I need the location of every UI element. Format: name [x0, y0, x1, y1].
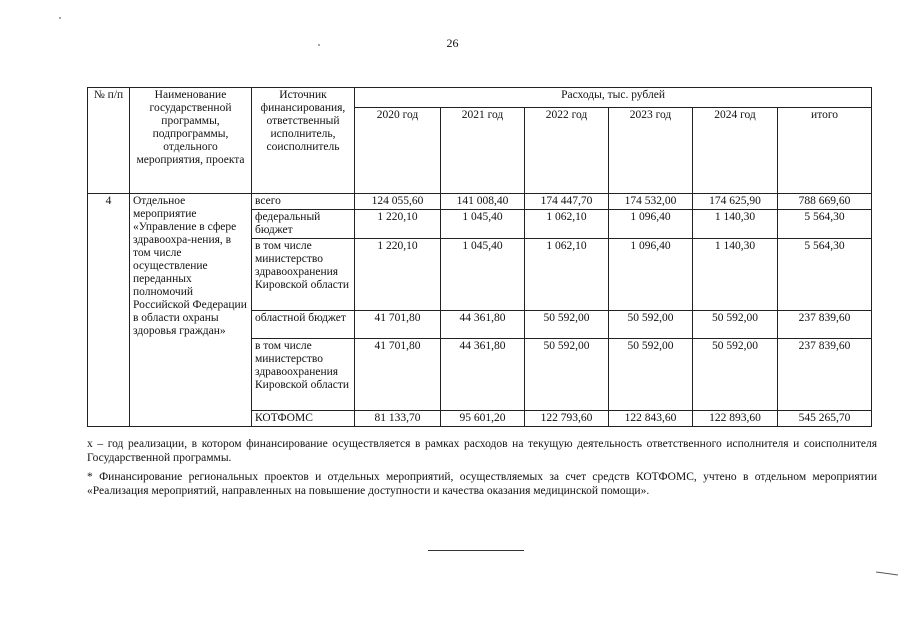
value-cell: 1 140,30 — [693, 210, 778, 239]
value-cell: 122 893,60 — [693, 411, 778, 427]
value-cell: 174 625,90 — [693, 194, 778, 210]
value-cell: 41 701,80 — [355, 339, 441, 411]
value-cell: 50 592,00 — [693, 311, 778, 339]
value-cell: 81 133,70 — [355, 411, 441, 427]
total-cell: 237 839,60 — [778, 311, 872, 339]
scan-artifact-mark — [876, 571, 898, 575]
value-cell: 50 592,00 — [525, 311, 609, 339]
value-cell: 1 096,40 — [609, 210, 693, 239]
value-cell: 1 062,10 — [525, 239, 609, 311]
value-cell: 174 447,70 — [525, 194, 609, 210]
total-cell: 5 564,30 — [778, 210, 872, 239]
total-cell: 545 265,70 — [778, 411, 872, 427]
total-cell: 237 839,60 — [778, 339, 872, 411]
header-source: Источник финансирования, ответственный исполнитель, соисполнитель — [252, 88, 355, 194]
header-name: Наименование государственной программы, подпрограммы, отдельного мероприятия, проекта — [130, 88, 252, 194]
source-cell: в том числе министерство здравоохранения Кировской области — [252, 239, 355, 311]
footnote-year-definition: х – год реализации, в котором финансирование осуществляется в рамках расходов на текущую деятельность ответственного исполнителя и соисполнителя Государственной программы. — [87, 438, 877, 464]
page-number: 26 — [446, 36, 459, 50]
value-cell: 41 701,80 — [355, 311, 441, 339]
value-cell: 174 532,00 — [609, 194, 693, 210]
value-cell: 124 055,60 — [355, 194, 441, 210]
budget-table — [87, 87, 872, 427]
scan-dot — [59, 17, 61, 19]
source-cell: в том числе министерство здравоохранения Кировской области — [252, 339, 355, 411]
value-cell: 122 843,60 — [609, 411, 693, 427]
header-year-2023: 2023 год — [609, 108, 693, 194]
source-cell: федеральный бюджет — [252, 210, 355, 239]
source-cell: всего — [252, 194, 355, 210]
value-cell: 1 045,40 — [441, 239, 525, 311]
row-name: Отдельное мероприятие «Управление в сфере здравоохра-нения, в том числе осуществление переданных полномочий Российской Федерации в области охраны здоровья граждан» — [130, 194, 252, 427]
value-cell: 1 096,40 — [609, 239, 693, 311]
value-cell: 50 592,00 — [609, 339, 693, 411]
header-year-2021: 2021 год — [441, 108, 525, 194]
value-cell: 50 592,00 — [525, 339, 609, 411]
value-cell: 50 592,00 — [609, 311, 693, 339]
value-cell: 95 601,20 — [441, 411, 525, 427]
separator-line — [428, 550, 524, 551]
row-number: 4 — [88, 194, 130, 427]
value-cell: 44 361,80 — [441, 339, 525, 411]
value-cell: 1 220,10 — [355, 210, 441, 239]
header-num: № п/п — [88, 88, 130, 194]
source-cell: областной бюджет — [252, 311, 355, 339]
footnote-kotfoms: * Финансирование региональных проектов и отдельных мероприятий, осуществляемых за счет средств КОТФОМС, учтено в отдельном мероприятии «Реализация мероприятий, направленных на повышение доступности и качества оказания медицинской помощи». — [87, 471, 877, 497]
value-cell: 44 361,80 — [441, 311, 525, 339]
value-cell: 122 793,60 — [525, 411, 609, 427]
value-cell: 141 008,40 — [441, 194, 525, 210]
header-year-2024: 2024 год — [693, 108, 778, 194]
header-year-2020: 2020 год — [355, 108, 441, 194]
value-cell: 1 140,30 — [693, 239, 778, 311]
header-year-2022: 2022 год — [525, 108, 609, 194]
header-total: итого — [778, 108, 872, 194]
total-cell: 788 669,60 — [778, 194, 872, 210]
value-cell: 1 062,10 — [525, 210, 609, 239]
value-cell: 1 045,40 — [441, 210, 525, 239]
source-cell: КОТФОМС — [252, 411, 355, 427]
header-expenses: Расходы, тыс. рублей — [355, 88, 872, 108]
value-cell: 50 592,00 — [693, 339, 778, 411]
scan-dot — [318, 44, 320, 46]
value-cell: 1 220,10 — [355, 239, 441, 311]
total-cell: 5 564,30 — [778, 239, 872, 311]
